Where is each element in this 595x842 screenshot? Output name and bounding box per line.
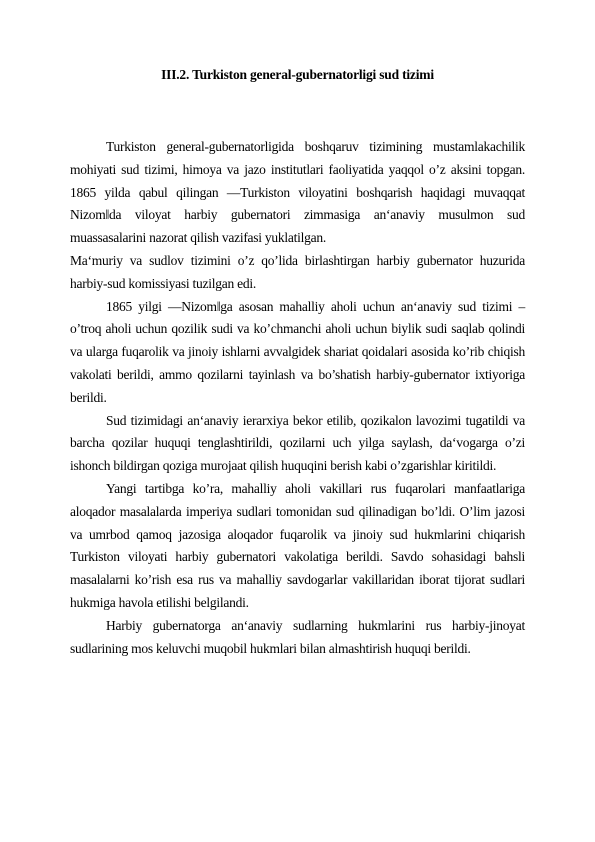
paragraph-5: Yangi tartibga ko’ra, mahalliy aholi vakillari rus fuqarolari manfaatlariga aloqador masalalarda imperiya sudlari tomonidan sud qilinadigan bo’ldi. O’lim jazosi va umrbod qamoq jazosiga aloqador fuqarolik va jinoiy sud hukmlarini chiqarish Turkiston viloyati harbiy gubernatori vakolatiga berildi. Savdo sohasidagi bahsli masalalarni ko’rish esa rus va mahalliy savdogarlar vakillaridan iborat tijorat sudlari hukmiga havola etilishi belgilandi. xyxy=(70,480,525,610)
paragraph-1: Turkiston general-gubernatorligida boshqaruv tizimining mustamlakachilik mohiyati sud tizimi, himoya va jazo institutlari faoliyatida yaqqol o’z aksini topgan. 1865 yilda qabul qilingan ―Turkiston viloyatini boshqarish haqidagi muvaqqat Nizom‖da viloyat harbiy gubernatori zimmasiga an‘anaviy musulmon sud muassasalarini nazorat qilish vazifasi yuklatilgan. xyxy=(70,139,525,246)
paragraph-3: 1865 yilgi ―Nizom‖ga asosan mahalliy aholi uchun an‘anaviy sud tizimi – o’troq aholi uchun qozilik sudi va ko’chmanchi aholi uchun biylik sudi saqlab qolindi va ularga fuqarolik va jinoiy ishlarni avvalgidek shariat qoidalari asosida ko’rib chiqish vakolati berildi, ammo qozilarni tayinlash va bo’shatish harbiy-gubernator ixtiyoriga berildi. xyxy=(70,298,525,405)
body-text xyxy=(70,136,525,660)
paragraph-4: Sud tizimidagi an‘anaviy ierarxiya bekor etilib, qozikalon lavozimi tugatildi va barcha qozilar huquqi tenglashtirildi, qozilarni uch yilga saylash, da‘vogarga o’zi ishonch bildirgan qoziga murojaat qilish huquqini berish kabi o’zgarishlar kiritildi. xyxy=(70,412,525,474)
section-title: III.2. Turkiston general-gubernatorligi sud tizimi xyxy=(161,67,434,82)
paragraph-2: Ma‘muriy va sudlov tizimini o’z qo’lida birlashtirgan harbiy gubernator huzurida harbiy-sud komissiyasi tuzilgan edi. xyxy=(70,252,525,291)
paragraph-6: Harbiy gubernatorga an‘anaviy sudlarning hukmlarini rus harbiy-jinoyat sudlarining mos keluvchi muqobil hukmlari bilan almashtirish huquqi berildi. xyxy=(70,617,525,656)
